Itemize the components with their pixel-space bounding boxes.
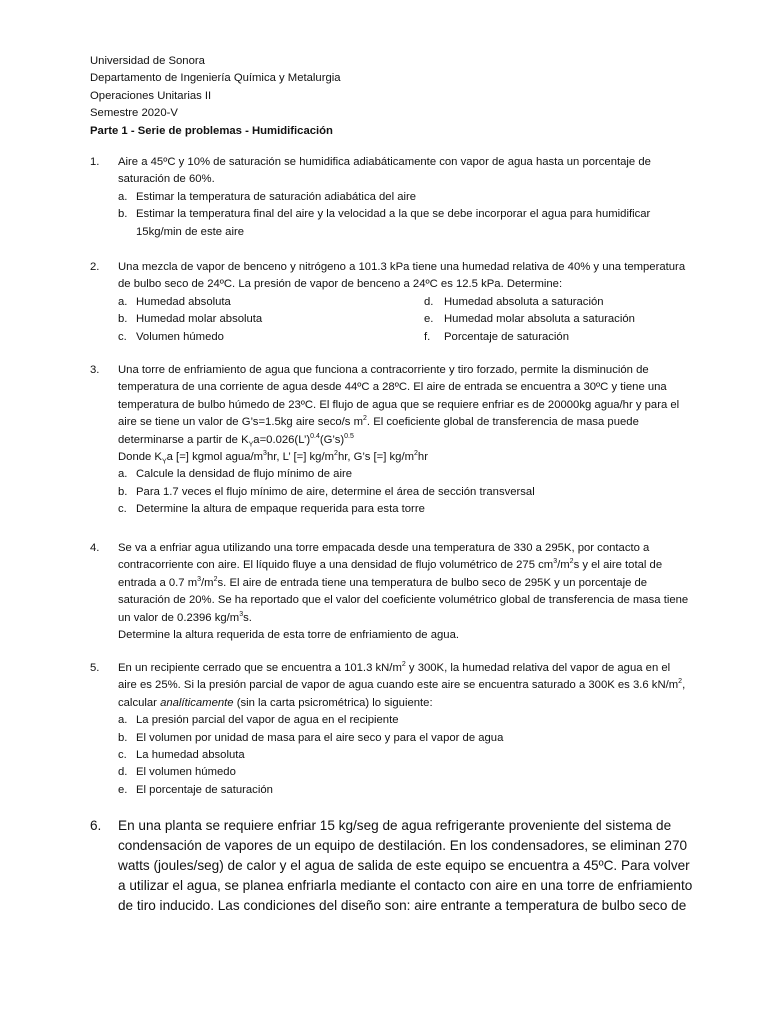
problem-5	[90, 660, 690, 799]
problem-4	[90, 540, 690, 644]
item-letter: b.	[118, 208, 128, 221]
document-header	[90, 53, 341, 140]
problem-2	[90, 259, 690, 346]
item-text: La presión parcial del vapor de agua en el recipiente	[136, 714, 399, 727]
problem-text: Se va a enfriar agua utilizando una torre empacada desde una temperatura de 330 a 295K, por contacto a contracorriente con aire. El líquido fluye a una densidad de flujo volumétrico de 275 $cm^3/m^2s$ y el aire total de entrada a 0.7 $m^3/m^2s$. El aire de entrada tiene una temperatura de bulbo seco de 295K y un porcentaje de saturación de 20%. Se ha reportado que el valor del coeficiente volumétrico global de transferencia de masa tiene un valor de 0.2396 $kg/m^3s$.	[118, 542, 689, 624]
item-text: El porcentaje de saturación	[136, 783, 273, 796]
problem-text: En una planta se requiere enfriar 15 kg/seg de agua refrigerante proveniente del sistema de condensación de vapores de un equipo de destilación. En los condensadores, se eliminan 270 watts (joules/seg) de calor y el agua de salida de este equipo se encuentra a 45ºC. Para volver a utilizar el agua, se planea enfriarla mediante el contacto con aire en una torre de enfriamiento de tiro inducido. Las condiciones del diseño son: aire entrante a temperatura de bulbo seco de	[118, 818, 693, 913]
item-letter: a.	[118, 468, 128, 481]
problem-3	[90, 362, 690, 519]
units-line: Donde $K_Ya$ [=] kgmol agua/$m^3hr$, L’ [=] $kg/m^2hr$, G’s [=] $kg/m^2hr$	[118, 450, 428, 466]
item-grid	[90, 294, 690, 346]
university-name: Universidad de Sonora	[90, 55, 205, 67]
item-letter: d.	[424, 295, 434, 308]
item-letter: a.	[118, 295, 128, 308]
problem-6	[90, 816, 696, 916]
item-text: Calcule la densidad de flujo mínimo de aire	[136, 468, 353, 481]
item-text: Humedad molar absoluta	[136, 313, 263, 326]
problem-text: Aire a 45ºC y 10% de saturación se humidifica adiabáticamente con vapor de agua hasta un porcentaje de saturación de 60%.	[118, 156, 651, 186]
item-text: Humedad absoluta a saturación	[444, 295, 604, 308]
item-letter: d.	[118, 766, 128, 779]
item-text: Humedad absoluta	[136, 295, 231, 308]
item-letter: b.	[118, 731, 128, 744]
item-letter: a.	[118, 714, 128, 727]
item-letter: c.	[118, 330, 127, 343]
item-text: Para 1.7 veces el flujo mínimo de aire, determine el área de sección transversal	[136, 485, 535, 498]
course-name: Operaciones Unitarias II	[90, 89, 212, 102]
problem-number: 5.	[90, 662, 100, 674]
problem-question: Determine la altura requerida de esta torre de enfriamiento de agua.	[118, 629, 459, 642]
item-text: Estimar la temperatura final del aire y la velocidad a la que se debe incorporar el agua para humidificar 15kg/min de este aire	[136, 208, 651, 238]
semester: Semestre 2020-V	[90, 107, 178, 120]
item-text: Volumen húmedo	[136, 330, 224, 343]
item-text: Estimar la temperatura de saturación adiabática del aire	[136, 190, 417, 203]
item-text: Determine la altura de empaque requerida para esta torre	[136, 503, 425, 516]
problem-number: 3.	[90, 364, 100, 376]
problem-number: 4.	[90, 542, 100, 554]
item-letter: f.	[424, 330, 431, 343]
problem-number: 2.	[90, 261, 100, 273]
department-name: Departamento de Ingeniería Química y Metalurgia	[90, 72, 341, 85]
item-letter: e.	[118, 783, 128, 796]
item-letter: b.	[118, 313, 128, 326]
item-letter: c.	[118, 503, 127, 516]
problem-text: En un recipiente cerrado que se encuentra a 101.3 $kN/m^2$ y 300K, la humedad relativa del vapor de agua en el aire es 25%. Si la presión parcial de vapor de agua cuando este aire se encuentra saturado a 300K es 3.6 $kN/m^2$, calcular analíticamente (sin la carta psicrométrica) lo siguiente:	[118, 661, 686, 709]
item-text: El volumen húmedo	[136, 766, 236, 779]
item-letter: a.	[118, 190, 128, 203]
item-text: El volumen por unidad de masa para el aire seco y para el vapor de agua	[136, 731, 504, 744]
item-letter: c.	[118, 749, 127, 762]
document-title: Parte 1 - Serie de problemas - Humidificación	[90, 124, 333, 137]
problem-text: Una mezcla de vapor de benceno y nitrógeno a 101.3 kPa tiene una humedad relativa de 40% y una temperatura de bulbo seco de 24ºC. La presión de vapor de benceno a 24ºC es 12.5 kPa. Determine:	[118, 261, 686, 291]
problem-number: 1.	[90, 156, 100, 168]
problem-1	[90, 154, 690, 241]
item-text: Humedad molar absoluta a saturación	[444, 313, 635, 326]
item-text: Porcentaje de saturación	[444, 330, 569, 343]
problem-number: 6.	[90, 818, 102, 833]
item-letter: b.	[118, 485, 128, 498]
item-text: La humedad absoluta	[136, 749, 245, 762]
item-letter: e.	[424, 313, 434, 326]
problem-text: Una torre de enfriamiento de agua que funciona a contracorriente y tiro forzado, permite la disminución de temperatura de una corriente de agua desde 44ºC a 28ºC. El aire de entrada se encuentra a 30ºC y tiene una temperatura de bulbo húmedo de 23ºC. El flujo de agua que se requiere enfriar es de 20000kg agua/hr y para el aire se tiene un valor de G’s=1.5kg aire seco/s $m^2$. El coeficiente global de transferencia de masa puede determinarse a partir de $K_Ya=0.026(L’)^{0.4}(G’s)^{0.5}$	[118, 364, 680, 448]
